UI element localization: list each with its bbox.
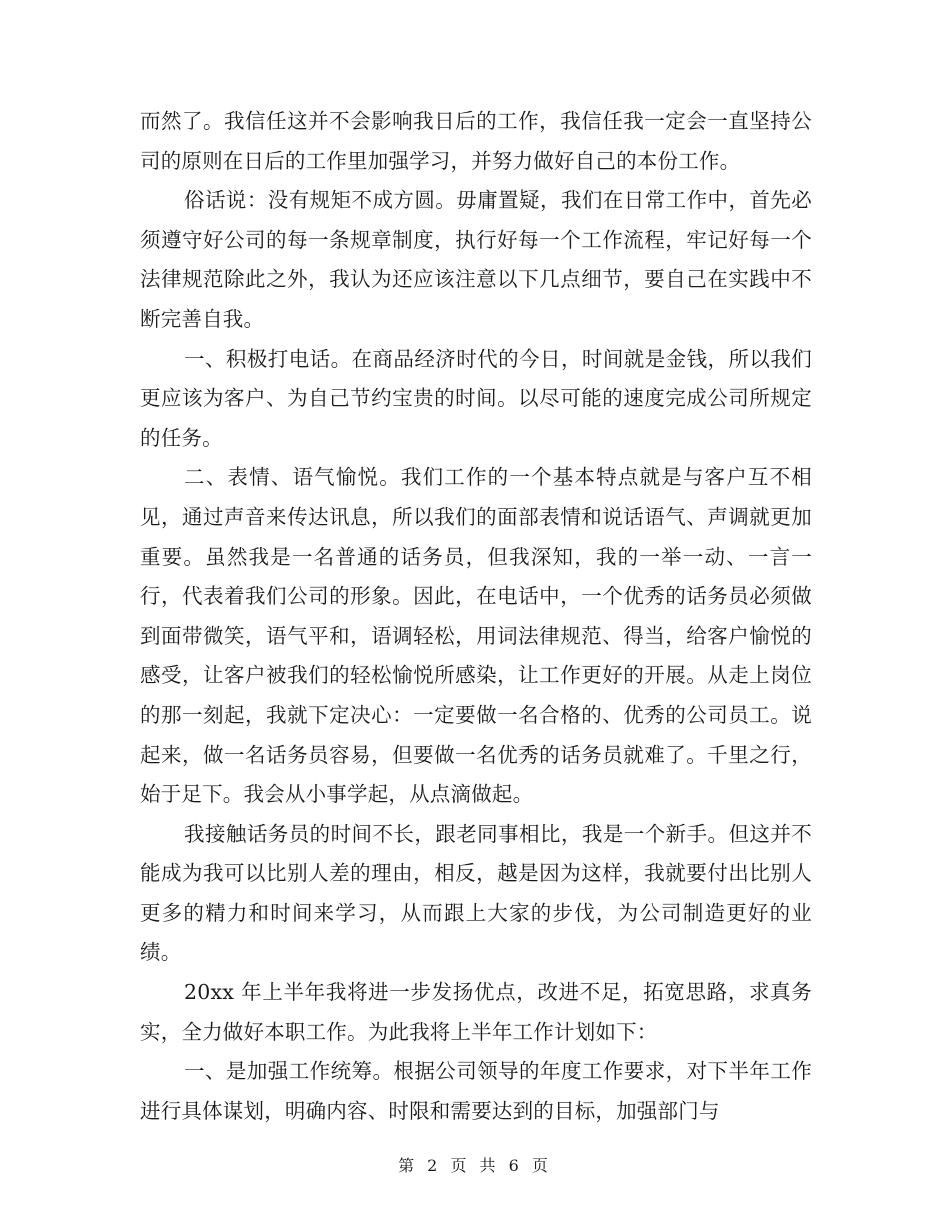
paragraph-4: 二、表情、语气愉悦。我们工作的一个基本特点就是与客户互不相见，通过声音来传达讯息，所以我们的面部表情和说话语气、声调就更加重要。虽然我是一名普通的话务员，但我深知，我的一举一动、一言一行，代表着我们公司的形象。因此，在电话中，一个优秀的话务员必须做到面带微笑，语气平和，语调轻松，用词法律规范、得当，给客户愉悦的感受，让客户被我们的轻松愉悦所感染，让工作更好的开展。从走上岗位的那一刻起，我就下定决心：一定要做一名合格的、优秀的公司员工。说起来，做一名话务员容易，但要做一名优秀的话务员就难了。千里之行，始于足下。我会从小事学起，从点滴做起。 [140,465,812,807]
paragraph-7: 一、是加强工作统筹。根据公司领导的年度工作要求，对下半年工作进行具体谋划，明确内容、时限和需要达到的目标，加强部门与 [140,1059,812,1123]
document-body [140,102,812,1131]
paragraph-1: 而然了。我信任这并不会影响我日后的工作，我信任我一定会一直坚持公司的原则在日后的工作里加强学习，并努力做好自己的本份工作。 [140,109,812,173]
paragraph-5: 我接触话务员的时间不长，跟老同事相比，我是一个新手。但这并不能成为我可以比别人差的理由，相反，越是因为这样，我就要付出比别人更多的精力和时间来学习，从而跟上大家的步伐，为公司制造更好的业绩。 [140,821,812,965]
page-number-footer: 第 2 页 共 6 页 [398,1156,552,1175]
paragraph-6: 20xx 年上半年我将进一步发扬优点，改进不足，拓宽思路，求真务实，全力做好本职工作。为此我将上半年工作计划如下： [140,980,812,1044]
paragraph-2: 俗话说：没有规矩不成方圆。毋庸置疑，我们在日常工作中，首先必须遵守好公司的每一条规章制度，执行好每一个工作流程，牢记好每一个法律规范除此之外，我认为还应该注意以下几点细节，要自己在实践中不断完善自我。 [140,188,812,331]
paragraph-3: 一、积极打电话。在商品经济时代的今日，时间就是金钱，所以我们更应该为客户、为自己节约宝贵的时间。以尽可能的速度完成公司所规定的任务。 [140,346,812,450]
